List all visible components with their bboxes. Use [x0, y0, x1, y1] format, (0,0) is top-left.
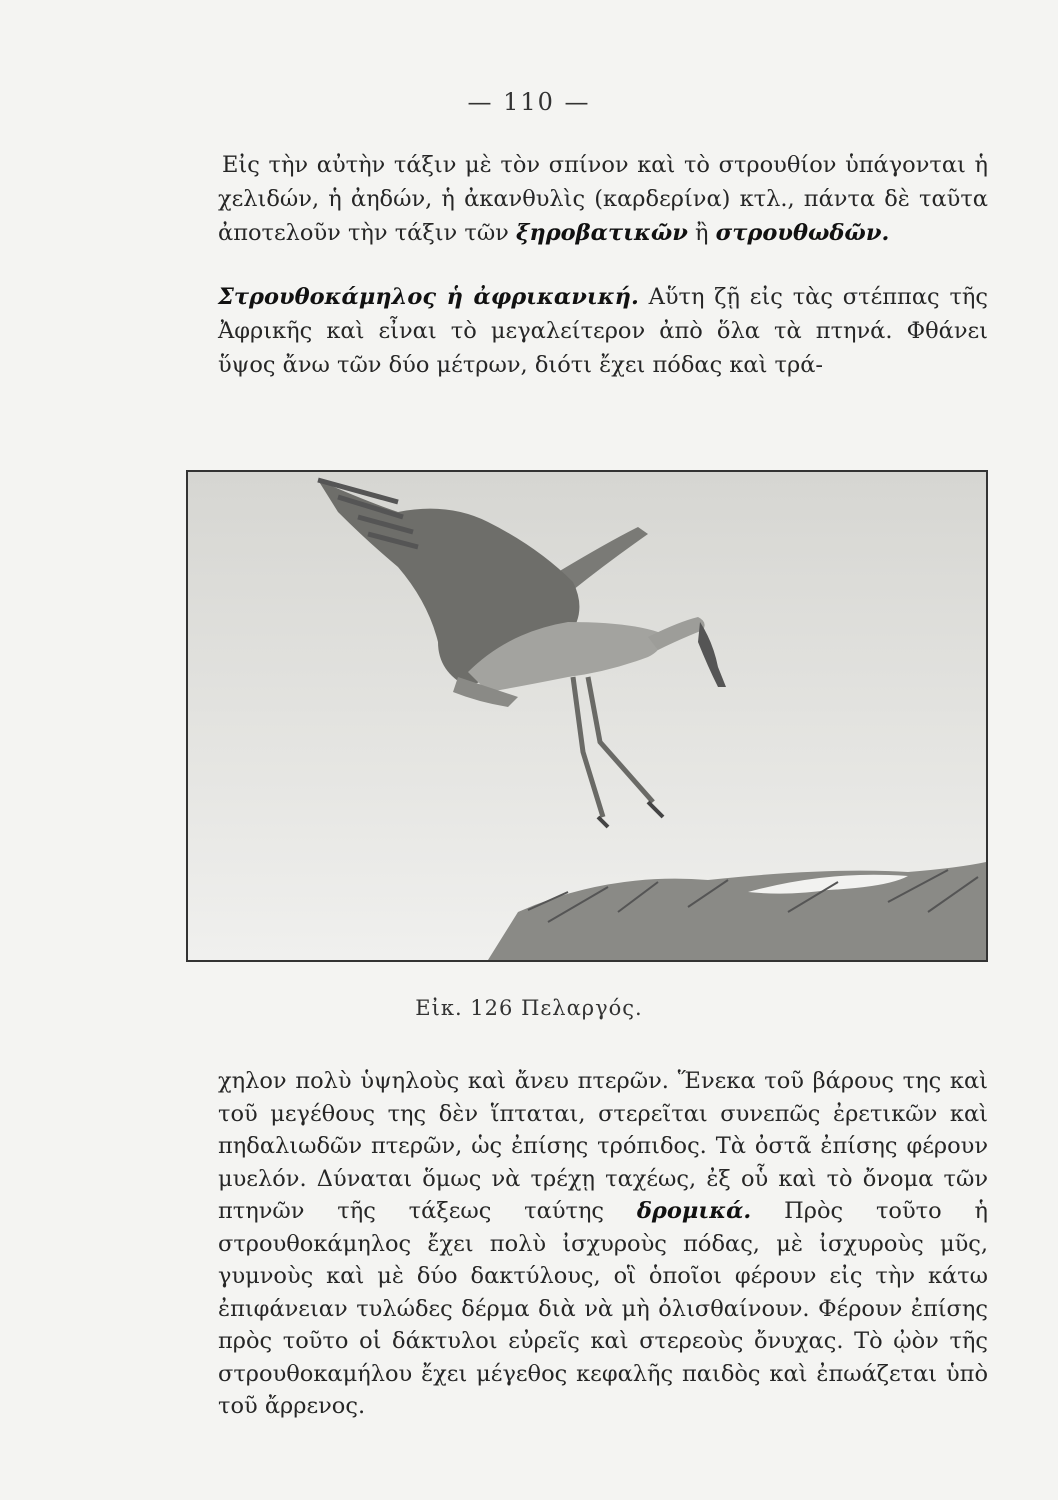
term-dromika: δρομικά.	[636, 1198, 752, 1224]
term-strouthodon: στρουθωδῶν.	[715, 220, 890, 246]
stork-figure	[186, 470, 988, 962]
term-xerobatic: ξηροβατικῶν	[516, 220, 688, 246]
paragraph-3-rest: Πρὸς τοῦτο ἡ στρουθοκάμηλος ἔχει πολὺ ἰσχυροὺς πόδας, μὲ ἰσχυροὺς μῦς, γυμνοὺς καὶ μὲ δύο δακτύλους, οἳ ὁποῖοι φέρουν εἰς τὴν κάτω ἐπιφάνειαν τυλώδες δέρμα διὰ νὰ μὴ ὀλισθαίνουν. Φέρουν ἐπίσης πρὸς τοῦτο οἱ δάκτυλοι εὐρεῖς καὶ στερεοὺς ὄνυχας. Τὸ ᾠὸν τῆς στρουθοκαμήλου ἔχει μέγεθος κεφαλῆς παιδὸς καὶ ἐπωάζεται ὑπὸ τοῦ ἄρρενος.	[218, 1198, 988, 1419]
ostrich-heading: Στρουθοκάμηλος ἡ ἀφρικανική.	[218, 284, 639, 310]
paragraph-2-text: Αὕτη ζῇ εἰς τὰς στέππας τῆς Ἀφρικῆς καὶ εἶναι τὸ μεγαλείτερον ἀπὸ ὅλα τὰ πτηνά. Φθάνει ὕψος ἄνω τῶν δύο μέτρων, διότι ἔχει πόδας καὶ τρά-	[218, 284, 988, 378]
paragraph-1-text: Εἰς τὴν αὐτὴν τάξιν μὲ τὸν σπίνον καὶ τὸ στρουθίον ὑπάγονται ἡ χελιδών, ἡ ἀηδών, ἡ ἀκανθυλὶς (καρδερίνα) κτλ., πάντα δὲ ταῦτα ἀποτελοῦν τὴν τάξιν τῶν	[218, 152, 988, 246]
conjunction: ἢ	[687, 220, 716, 246]
paragraph-3-text: χηλον πολὺ ὑψηλοὺς καὶ ἄνευ πτερῶν. Ἕνεκα τοῦ βάρους της καὶ τοῦ μεγέθους της δὲν ἵπταται, στερεῖται συνεπῶς ἐρετικῶν καὶ πηδαλιωδῶν πτερῶν, ὡς ἐπίσης τρόπιδος. Τὰ ὀστᾶ ἐπίσης φέρουν μυελόν. Δύναται ὅμως νὰ τρέχῃ ταχέως, ἐξ οὗ καὶ τὸ ὄνομα τῶν πτηνῶν τῆς τάξεως ταύτης	[218, 1068, 988, 1224]
paragraph-3	[218, 1065, 988, 1423]
page-number: — 110 —	[467, 88, 591, 116]
stork-illustration	[188, 472, 986, 960]
paragraph-1	[218, 148, 988, 250]
paragraph-2	[218, 280, 988, 382]
figure-caption: Εἰκ. 126 Πελαργός.	[415, 996, 643, 1020]
